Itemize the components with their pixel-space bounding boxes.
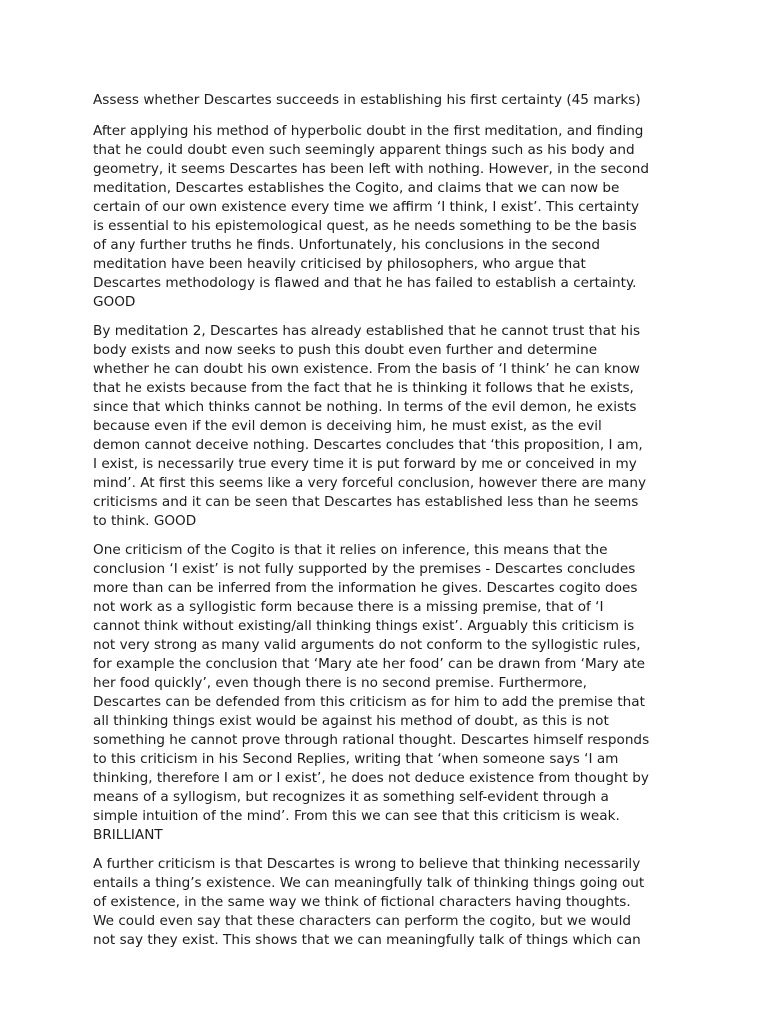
text-line: not work as a syllogistic form because there is a missing premise, that of ‘I: [93, 599, 604, 615]
paragraph-inference-criticism: [93, 541, 683, 845]
text-line: conclusion ‘I exist’ is not fully supported by the premises - Descartes concludes: [93, 561, 636, 577]
text-line: body exists and now seeks to push this doubt even further and determine: [93, 342, 598, 358]
text-line: By meditation 2, Descartes has already established that he cannot trust that his: [93, 323, 641, 339]
text-line: thinking, therefore I am or I exist’, he does not deduce existence from thought by: [93, 770, 649, 786]
text-line: her food quickly’, even though there is no second premise. Furthermore,: [93, 675, 587, 691]
text-line: I exist, is necessarily true every time it is put forward by me or conceived in my: [93, 456, 637, 472]
text-line: because even if the evil demon is deceiving him, he must exist, as the evil: [93, 418, 602, 434]
paragraph-further-criticism: [93, 855, 683, 950]
text-line: whether he can doubt his own existence. From the basis of ‘I think’ he can know: [93, 361, 640, 377]
text-line: more than can be inferred from the information he gives. Descartes cogito does: [93, 580, 638, 596]
text-line: is essential to his epistemological quest, as he needs something to be the basis: [93, 218, 637, 234]
paragraph-intro: [93, 122, 683, 312]
text-line: Descartes methodology is flawed and that he has failed to establish a certainty.: [93, 275, 637, 291]
text-line: something he cannot prove through rational thought. Descartes himself responds: [93, 732, 650, 748]
text-line: After applying his method of hyperbolic doubt in the first meditation, and finding: [93, 123, 644, 139]
text-line: for example the conclusion that ‘Mary ate her food’ can be drawn from ‘Mary ate: [93, 656, 646, 672]
text-line: mind’. At first this seems like a very forceful conclusion, however there are many: [93, 475, 647, 491]
text-line: that he could doubt even such seemingly apparent things such as his body and: [93, 142, 635, 158]
text-line: Descartes can be defended from this criticism as for him to add the premise that: [93, 694, 645, 710]
text-line: not very strong as many valid arguments do not conform to the syllogistic rules,: [93, 637, 641, 653]
text-line: demon cannot deceive nothing. Descartes concludes that ‘this proposition, I am,: [93, 437, 643, 453]
text-line: of existence, in the same way we think of fictional characters having thoughts.: [93, 894, 631, 910]
text-line: simple intuition of the mind’. From this we can see that this criticism is weak.: [93, 808, 620, 824]
text-line: criticisms and it can be seen that Descartes has established less than he seems: [93, 494, 639, 510]
text-line: to this criticism in his Second Replies, writing that ‘when someone says ‘I am: [93, 751, 619, 767]
document-page: [93, 91, 683, 960]
text-line: to think. GOOD: [93, 513, 197, 529]
paragraph-meditation-2: [93, 322, 683, 531]
text-line: A further criticism is that Descartes is wrong to believe that thinking necessarily: [93, 856, 641, 872]
text-line: means of a syllogism, but recognizes it as something self-evident through a: [93, 789, 609, 805]
text-line: not say they exist. This shows that we can meaningfully talk of things which can: [93, 932, 641, 948]
text-line: cannot think without existing/all thinking things exist’. Arguably this criticism is: [93, 618, 635, 634]
text-line: entails a thing’s existence. We can meaningfully talk of thinking things going out: [93, 875, 645, 891]
document-title: Assess whether Descartes succeeds in establishing his first certainty (45 marks): [93, 92, 641, 108]
text-line: geometry, it seems Descartes has been left with nothing. However, in the second: [93, 161, 649, 177]
text-line: GOOD: [93, 294, 136, 310]
text-line: of any further truths he finds. Unfortunately, his conclusions in the second: [93, 237, 601, 253]
text-line: We could even say that these characters can perform the cogito, but we would: [93, 913, 632, 929]
text-line: meditation have been heavily criticised by philosophers, who argue that: [93, 256, 586, 272]
text-line: One criticism of the Cogito is that it relies on inference, this means that the: [93, 542, 608, 558]
text-line: meditation, Descartes establishes the Cogito, and claims that we can now be: [93, 180, 620, 196]
text-line: certain of our own existence every time we affirm ‘I think, I exist’. This certainty: [93, 199, 639, 215]
text-line: that he exists because from the fact that he is thinking it follows that he exists,: [93, 380, 634, 396]
text-line: all thinking things exist would be against his method of doubt, as this is not: [93, 713, 609, 729]
text-line: BRILLIANT: [93, 827, 163, 843]
text-line: since that which thinks cannot be nothing. In terms of the evil demon, he exists: [93, 399, 637, 415]
